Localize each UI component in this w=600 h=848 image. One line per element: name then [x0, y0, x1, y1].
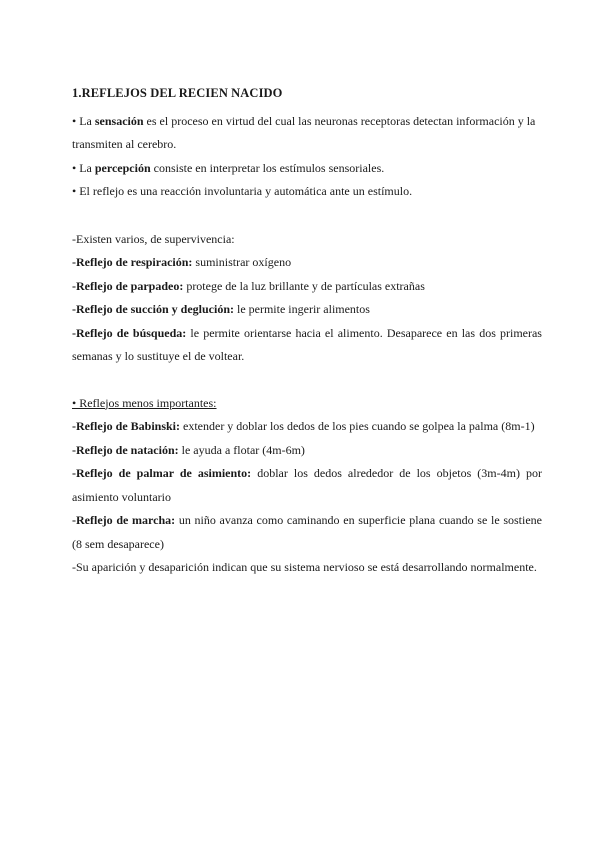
reflex-busqueda: [72, 322, 542, 369]
reflex-natacion: [72, 439, 542, 463]
bullet-text: • El reflejo es una reacción involuntaria y automática ante un estímulo.: [72, 184, 413, 198]
document-title: 1.REFLEJOS DEL RECIEN NACIDO: [72, 86, 283, 100]
reflex-term: -Reflejo de succión y deglución:: [72, 302, 234, 316]
document-content: [72, 82, 542, 580]
reflex-desc: le permite orientarse hacia el alimento. Desaparece en las dos primeras semanas y lo sustituye el de voltear.: [72, 325, 542, 363]
reflex-desc: le permite ingerir alimentos: [233, 302, 370, 316]
spacer: [72, 204, 542, 228]
reflex-term: -Reflejo de respiración:: [72, 255, 193, 269]
reflex-babinski: [72, 415, 542, 439]
bullet-text: es el proceso en virtud del cual las neuronas receptoras detectan información y la transmiten al cerebro.: [72, 113, 536, 151]
reflex-desc: le ayuda a flotar (4m-6m): [178, 442, 305, 457]
bullet-prefix: • La: [72, 113, 95, 128]
reflex-desc: suministrar oxígeno: [192, 255, 292, 269]
term-sensacion: sensación: [94, 113, 144, 128]
term-percepcion: percepción: [94, 160, 151, 175]
minor-heading: • Reflejos menos importantes:: [72, 395, 217, 410]
survival-intro: -Existen varios, de supervivencia:: [72, 231, 235, 246]
reflex-succion: [72, 298, 542, 322]
bullet-sensacion: [72, 110, 542, 157]
bullet-reflejo: [72, 180, 542, 204]
reflex-respiracion: [72, 251, 542, 275]
bullet-percepcion: [72, 157, 542, 181]
closing-statement: -Su aparición y desaparición indican que su sistema nervioso se está desarrollando normalmente.: [72, 560, 537, 574]
reflex-term: -Reflejo de búsqueda:: [72, 325, 187, 340]
bullet-prefix: • La: [72, 160, 95, 175]
reflex-desc: extender y doblar los dedos de los pies cuando se golpea la palma (8m-1): [180, 419, 535, 433]
reflex-term: -Reflejo de marcha:: [72, 513, 176, 527]
reflex-palmar: [72, 462, 542, 509]
reflex-desc: protege de la luz brillante y de partículas extrañas: [183, 278, 425, 293]
reflex-marcha: [72, 509, 542, 556]
bullet-text: consiste en interpretar los estímulos sensoriales.: [150, 160, 385, 175]
spacer: [72, 369, 542, 392]
reflex-desc: un niño avanza como caminando en superficie plana cuando se le sostiene (8 sem desaparece): [72, 513, 542, 551]
reflex-term: -Reflejo de parpadeo:: [72, 278, 184, 293]
reflex-term: -Reflejo de Babinski:: [72, 419, 180, 433]
reflex-term: -Reflejo de natación:: [72, 442, 179, 457]
reflex-parpadeo: [72, 275, 542, 299]
reflex-term: -Reflejo de palmar de asimiento:: [72, 466, 252, 480]
reflex-desc: doblar los dedos alrededor de los objetos (3m-4m) por asimiento voluntario: [72, 466, 542, 504]
